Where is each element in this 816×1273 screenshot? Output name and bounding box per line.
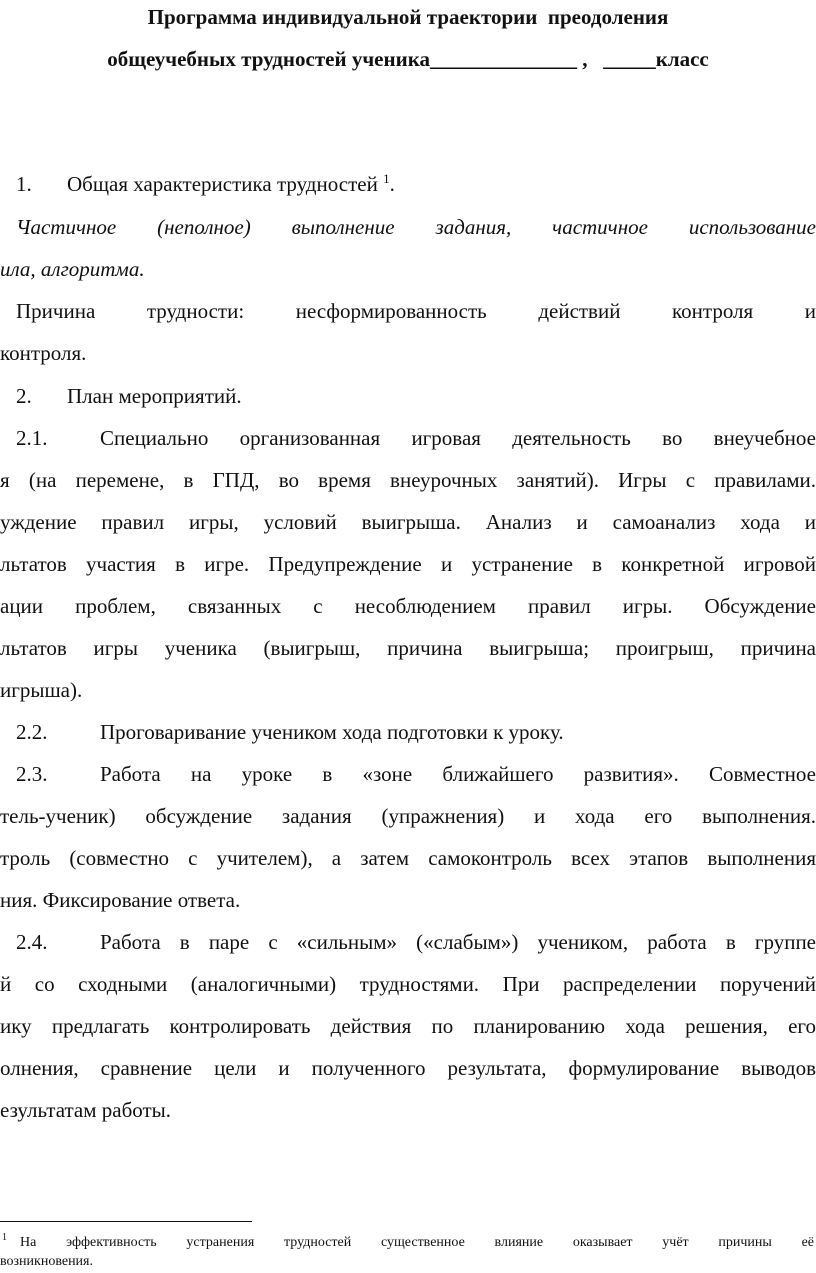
item-2-1-line-3: уждение правил игры, условий выигрыша. Анализ и самоанализ хода и <box>0 510 816 534</box>
item-2-2-text: Проговаривание учеником хода подготовки к уроку. <box>100 720 564 744</box>
footnote-line-2: возникновения. <box>0 1254 93 1269</box>
footnote-line-1: На эффективность устранения трудностей существенное влияние оказывает учёт причины её <box>20 1235 814 1250</box>
item-1-text: Общая характеристика трудностей <box>67 172 384 196</box>
item-2-1-line-7: игрыша). <box>0 678 83 702</box>
cause-line-1: Причина трудности: несформированность действий контроля и <box>16 299 816 323</box>
description-line-2: ила, алгоритма. <box>0 257 145 281</box>
footnote-separator <box>0 1221 252 1222</box>
description-line-1: Частичное (неполное) выполнение задания, частичное использование <box>16 215 816 239</box>
title-line-2: общеучебных трудностей ученика______________ , _____класс <box>107 47 709 71</box>
item-2-3-line-4: ния. Фиксирование ответа. <box>0 888 241 912</box>
item-2-1-number: 2.1. <box>16 426 48 450</box>
footnote-marker: 1 <box>2 1232 7 1243</box>
item-2-heading: План мероприятий. <box>67 384 242 408</box>
item-2-2-number: 2.2. <box>16 720 48 744</box>
item-2-4-line-3: ику предлагать контролировать действия по планированию хода решения, его <box>0 1014 816 1038</box>
item-2-number: 2. <box>16 384 32 408</box>
item-2-4-line-2: й со сходными (аналогичными) трудностями. При распределении поручений <box>0 972 816 996</box>
footnote-ref: 1 <box>383 171 390 186</box>
item-2-4-number: 2.4. <box>16 930 48 954</box>
item-1-heading <box>67 171 395 196</box>
item-2-3-line-2: тель-ученик) обсуждение задания (упражнения) и хода его выполнения. <box>0 804 816 828</box>
title-line-1: Программа индивидуальной траектории преодоления <box>147 5 669 29</box>
item-2-1-line-1: Специально организованная игровая деятельность во внеучебное <box>100 426 816 450</box>
item-2-3-line-3: троль (совместно с учителем), а затем самоконтроль всех этапов выполнения <box>0 846 816 870</box>
item-2-1-line-2: я (на перемене, в ГПД, во время внеурочных занятий). Игры с правилами. <box>0 468 816 492</box>
item-2-4-line-1: Работа в паре с «сильным» («слабым») учеником, работа в группе <box>100 930 816 954</box>
item-2-1-line-4: льтатов участия в игре. Предупреждение и устранение в конкретной игровой <box>0 552 816 576</box>
item-2-4-line-4: олнения, сравнение цели и полученного результата, формулирование выводов <box>0 1056 816 1080</box>
cause-line-2: контроля. <box>0 341 87 365</box>
item-2-3-number: 2.3. <box>16 762 48 786</box>
item-2-3-line-1: Работа на уроке в «зоне ближайшего развития». Совместное <box>100 762 816 786</box>
item-2-1-line-6: льтатов игры ученика (выигрыш, причина выигрыша; проигрыш, причина <box>0 636 816 660</box>
item-1-end: . <box>389 172 395 196</box>
item-2-1-line-5: ации проблем, связанных с несоблюдением правил игры. Обсуждение <box>0 594 816 618</box>
item-1-number: 1. <box>16 172 32 196</box>
item-2-4-line-5: езультатам работы. <box>0 1098 172 1122</box>
